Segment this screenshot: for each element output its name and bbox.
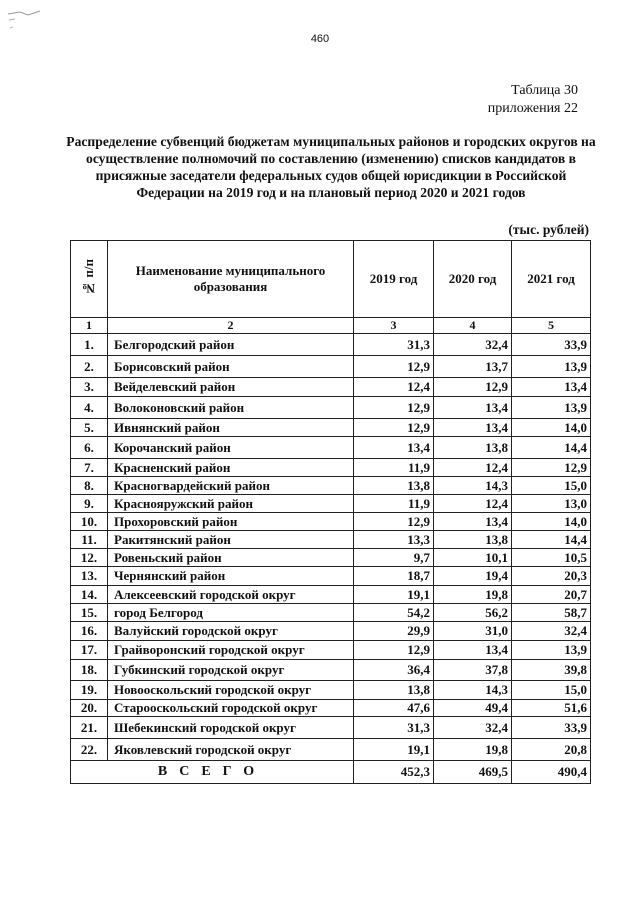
municipality-name: Белгородский район <box>108 334 354 356</box>
value-2021: 13,9 <box>512 641 591 660</box>
value-2021: 13,9 <box>512 356 591 378</box>
col-header-2021: 2021 год <box>512 241 591 318</box>
value-2019: 12,4 <box>354 378 434 397</box>
value-2019: 54,2 <box>354 604 434 622</box>
municipality-name: Вейделевский район <box>108 378 354 397</box>
municipality-name: Прохоровский район <box>108 513 354 531</box>
table-row <box>71 586 591 604</box>
row-number: 1. <box>71 334 108 356</box>
value-2021: 51,6 <box>512 700 591 717</box>
value-2021: 33,9 <box>512 717 591 739</box>
column-index-row <box>71 318 591 334</box>
table-row <box>71 477 591 495</box>
value-2021: 20,3 <box>512 567 591 586</box>
value-2019: 47,6 <box>354 700 434 717</box>
municipality-name: Краснояружский район <box>108 495 354 513</box>
municipality-name: Ровеньский район <box>108 549 354 567</box>
value-2021: 10,5 <box>512 549 591 567</box>
table-row <box>71 378 591 397</box>
municipality-name: Красногвардейский район <box>108 477 354 495</box>
row-number: 11. <box>71 531 108 549</box>
row-number: 16. <box>71 622 108 641</box>
table-row <box>71 531 591 549</box>
col-index: 5 <box>512 318 591 334</box>
table-row <box>71 567 591 586</box>
municipality-name: Волоконовский район <box>108 397 354 419</box>
col-index: 4 <box>434 318 512 334</box>
value-2021: 33,9 <box>512 334 591 356</box>
total-2019: 452,3 <box>354 761 434 784</box>
value-2021: 13,9 <box>512 397 591 419</box>
value-2020: 12,9 <box>434 378 512 397</box>
table-row <box>71 739 591 761</box>
row-number: 5. <box>71 419 108 437</box>
municipality-name: Шебекинский городской округ <box>108 717 354 739</box>
value-2020: 14,3 <box>434 681 512 700</box>
value-2020: 49,4 <box>434 700 512 717</box>
value-2020: 19,4 <box>434 567 512 586</box>
value-2019: 19,1 <box>354 739 434 761</box>
col-header-name: Наименование муниципального образования <box>108 241 354 318</box>
value-2021: 15,0 <box>512 681 591 700</box>
row-number: 19. <box>71 681 108 700</box>
value-2020: 56,2 <box>434 604 512 622</box>
value-2020: 12,4 <box>434 495 512 513</box>
total-2020: 469,5 <box>434 761 512 784</box>
col-index: 2 <box>108 318 354 334</box>
scan-artifact <box>6 8 42 34</box>
total-2021: 490,4 <box>512 761 591 784</box>
value-2019: 12,9 <box>354 513 434 531</box>
municipality-name: Старооскольский городской округ <box>108 700 354 717</box>
value-2020: 13,4 <box>434 419 512 437</box>
col-header-number: № п/п <box>71 241 108 318</box>
value-2020: 13,7 <box>434 356 512 378</box>
value-2019: 18,7 <box>354 567 434 586</box>
page-number: 460 <box>310 33 330 45</box>
table-row <box>71 459 591 477</box>
table-row <box>71 437 591 459</box>
row-number: 15. <box>71 604 108 622</box>
row-number: 13. <box>71 567 108 586</box>
table-row <box>71 641 591 660</box>
col-index: 1 <box>71 318 108 334</box>
table-row <box>71 419 591 437</box>
row-number: 8. <box>71 477 108 495</box>
annex-reference: приложения 22 <box>487 101 578 116</box>
value-2019: 29,9 <box>354 622 434 641</box>
row-number: 18. <box>71 660 108 681</box>
row-number: 22. <box>71 739 108 761</box>
table-row <box>71 717 591 739</box>
municipality-name: Корочанский район <box>108 437 354 459</box>
municipality-name: Борисовский район <box>108 356 354 378</box>
row-number: 7. <box>71 459 108 477</box>
value-2019: 12,9 <box>354 397 434 419</box>
value-2021: 32,4 <box>512 622 591 641</box>
subvention-table <box>70 240 591 784</box>
value-2020: 32,4 <box>434 717 512 739</box>
units-label: (тыс. рублей) <box>508 222 589 237</box>
total-row <box>71 761 591 784</box>
value-2019: 13,4 <box>354 437 434 459</box>
document-title: Распределение субвенций бюджетам муниципальных районов и городских округов на осуществление полномочий по составлению (изменению) списков кандидатов в присяжные заседатели федеральных судов общей юрисдикции в Российской Федерации на 2019 год и на плановый период 2020 и 2021 годов <box>66 134 596 200</box>
col-index: 3 <box>354 318 434 334</box>
value-2021: 14,0 <box>512 513 591 531</box>
value-2020: 13,8 <box>434 531 512 549</box>
value-2020: 32,4 <box>434 334 512 356</box>
table-row <box>71 513 591 531</box>
municipality-name: Грайворонский городской округ <box>108 641 354 660</box>
table-row <box>71 622 591 641</box>
col-header-2019: 2019 год <box>354 241 434 318</box>
table-reference <box>488 82 578 118</box>
row-number: 2. <box>71 356 108 378</box>
value-2019: 31,3 <box>354 717 434 739</box>
row-number: 9. <box>71 495 108 513</box>
table-row <box>71 397 591 419</box>
value-2019: 36,4 <box>354 660 434 681</box>
value-2019: 12,9 <box>354 641 434 660</box>
value-2020: 37,8 <box>434 660 512 681</box>
value-2019: 12,9 <box>354 356 434 378</box>
header-row <box>71 241 591 318</box>
table-row <box>71 700 591 717</box>
value-2020: 13,4 <box>434 513 512 531</box>
row-number: 3. <box>71 378 108 397</box>
value-2019: 13,3 <box>354 531 434 549</box>
municipality-name: Яковлевский городской округ <box>108 739 354 761</box>
value-2021: 14,4 <box>512 437 591 459</box>
table-row <box>71 356 591 378</box>
municipality-name: Ивнянский район <box>108 419 354 437</box>
municipality-name: Валуйский городской округ <box>108 622 354 641</box>
value-2019: 13,8 <box>354 477 434 495</box>
value-2020: 12,4 <box>434 459 512 477</box>
value-2021: 13,0 <box>512 495 591 513</box>
row-number: 12. <box>71 549 108 567</box>
municipality-name: Ракитянский район <box>108 531 354 549</box>
value-2020: 13,8 <box>434 437 512 459</box>
value-2019: 11,9 <box>354 459 434 477</box>
value-2021: 14,4 <box>512 531 591 549</box>
value-2021: 20,8 <box>512 739 591 761</box>
value-2021: 13,4 <box>512 378 591 397</box>
table-row <box>71 681 591 700</box>
table-body <box>71 334 591 761</box>
value-2019: 19,1 <box>354 586 434 604</box>
row-number: 10. <box>71 513 108 531</box>
municipality-name: Алексеевский городской округ <box>108 586 354 604</box>
value-2020: 10,1 <box>434 549 512 567</box>
row-number: 6. <box>71 437 108 459</box>
municipality-name: город Белгород <box>108 604 354 622</box>
total-label: ВСЕГО <box>71 761 354 784</box>
row-number: 20. <box>71 700 108 717</box>
table-row <box>71 604 591 622</box>
municipality-name: Новооскольский городской округ <box>108 681 354 700</box>
municipality-name: Чернянский район <box>108 567 354 586</box>
table-row <box>71 495 591 513</box>
value-2019: 9,7 <box>354 549 434 567</box>
table-row <box>71 549 591 567</box>
row-number: 14. <box>71 586 108 604</box>
value-2019: 13,8 <box>354 681 434 700</box>
value-2020: 13,4 <box>434 397 512 419</box>
row-number: 4. <box>71 397 108 419</box>
value-2021: 58,7 <box>512 604 591 622</box>
table-number: Таблица 30 <box>511 83 578 98</box>
value-2021: 12,9 <box>512 459 591 477</box>
value-2020: 14,3 <box>434 477 512 495</box>
value-2020: 19,8 <box>434 586 512 604</box>
value-2019: 12,9 <box>354 419 434 437</box>
row-number: 21. <box>71 717 108 739</box>
value-2021: 15,0 <box>512 477 591 495</box>
table-row <box>71 334 591 356</box>
row-number: 17. <box>71 641 108 660</box>
municipality-name: Губкинский городской округ <box>108 660 354 681</box>
value-2020: 31,0 <box>434 622 512 641</box>
municipality-name: Красненский район <box>108 459 354 477</box>
value-2021: 39,8 <box>512 660 591 681</box>
col-header-2020: 2020 год <box>434 241 512 318</box>
value-2020: 13,4 <box>434 641 512 660</box>
value-2019: 31,3 <box>354 334 434 356</box>
value-2020: 19,8 <box>434 739 512 761</box>
table-row <box>71 660 591 681</box>
value-2021: 14,0 <box>512 419 591 437</box>
value-2021: 20,7 <box>512 586 591 604</box>
value-2019: 11,9 <box>354 495 434 513</box>
